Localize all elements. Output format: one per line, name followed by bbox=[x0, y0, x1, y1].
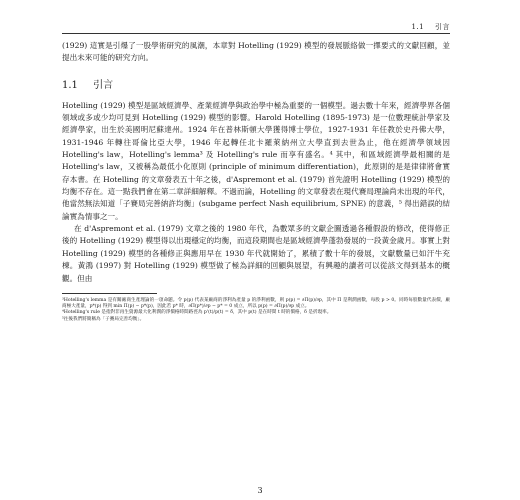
footnote: ⁵往後我們將簡稱為「子賽局完善均衡」。 bbox=[62, 316, 145, 322]
header-rule bbox=[62, 33, 450, 34]
intro-paragraph: (1929) 這實是引爆了一股學術研究的風潮，本章對 Hotelling (1929) 模型的發展脈絡做一擇要式的文獻回顧，並提出未來可能的研究方向。 bbox=[62, 41, 450, 63]
section-title: 引言 bbox=[93, 79, 114, 91]
section-number: 1.1 bbox=[62, 79, 78, 91]
body-paragraph: Hotelling (1929) 模型是區域經濟學、產業經濟學與政治學中極為重要的一個模型。過去數十年來，經濟學界各個領域或多或少均可見到 Hotelling (1929) 模型的影響。Harold Hotelling (1895-1973) 是一位數理統計學家及經濟學家，出生於美國明尼蘇達州。1924 年在普林斯頓大學獲得博士學位，1927-1931 年任教於史丹佛大學，1931-1946 年轉往哥倫比亞大學，1946 年起轉任北卡羅萊納州立大學直到去世為止，他在經濟學領域因 Hotelling's law，Hotelling's lemma³ 及 Hotelling's rule 而享有盛名。⁴ 其中，和區域經濟學最相關的是 Hotelling's law，又被稱為最低小化原則 (principle of minimum differentiation)，此原則的是是律律將會實存本書。在 Hotelling 的文章發表五十年之後，d'Aspremont et al. (1979) 首先證明 Hotelling (1929) 模型的均衡不存在。這一點我們會在第二章詳細解釋。不過而論，Hotelling 的文章發表在現代賽局理論尚未出現的年代，他當然無法知道「子賽局完善納許均衡」(subgame perfect Nash equilibrium, SPNE) 的意義，⁵ 得出錯誤的結論實為情事之一。 bbox=[62, 100, 450, 221]
footnote: ³Hotelling's lemma 是有關廠商生產理論的一項命題。令 p(p) 代表某廠商的淨利為產量 p 的淨利函數，則 p(p) = ∂Π(p)/∂p，其中 Π 是利潤函數，每股 p > 0。同時每股數量代表價，廠商極大產量，p*(p) 得到 min Π(p) − p*(p)，因此若 p* 時，∂Π(p*)/∂p − p* = 0 成立，所以 p(p) = ∂Π(p)/∂p 成立。 bbox=[62, 297, 450, 310]
page-number: 3 bbox=[257, 486, 263, 495]
running-header-section: 1.1 bbox=[411, 23, 425, 31]
footnote-rule bbox=[62, 293, 157, 294]
running-header-title: 引言 bbox=[435, 23, 450, 31]
body-paragraph: 在 d'Aspremont et al. (1979) 文章之後的 1980 年代，為數眾多的文獻企圖透過各種假設的修改，使得修正後的 Hotelling (1929) 模型得以出現穩定的均衡，而這段期間也是區域經濟學蓬勃發展的一段黃金歲月。事實上對 Hotelling (1929) 模型的各種修正與應用早在 1930 年代就開始了，累積了數十年的發展，文獻數量已如汗牛充棟。黃鴻 (1997) 對 Hotelling (1929) 模型做了極為詳細的回顧與展望，有興趣的讀者可以從該文得到基本的概觀。但由 bbox=[62, 224, 450, 283]
footnote: ⁴Hotelling's rule 是指對非再生資源最大化利潤的淨價格時間路徑為 p'(t)/p(t) = δ，其中 p(t) 是在時間 t 時的價格，δ 是折現率。 bbox=[62, 310, 332, 316]
running-header bbox=[62, 22, 450, 34]
page-body bbox=[62, 40, 450, 323]
section-heading bbox=[62, 76, 450, 91]
